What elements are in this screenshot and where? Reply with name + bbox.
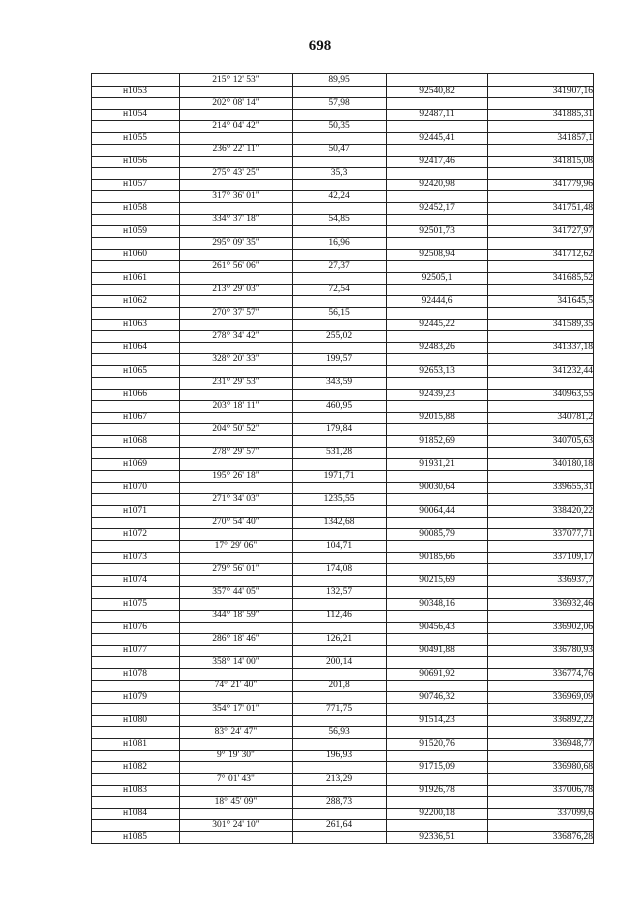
segment-length: 50,47 [328,144,350,155]
point-id: н1083 [122,785,148,796]
coordinate-x: 91852,69 [419,435,455,446]
point-id: н1053 [122,86,148,97]
segment-length: 56,15 [328,307,350,318]
row-divider [92,575,593,576]
coordinate-y: 336902,06 [552,622,593,633]
segment-length: 179,84 [325,424,353,434]
coordinate-y: 339655,31 [552,482,593,493]
coordinate-x: 90456,43 [419,622,455,633]
row-divider [92,540,593,541]
coordinate-y: 341779,96 [552,179,593,190]
segment-length: 199,57 [325,354,353,365]
segment-length: 200,14 [325,657,353,667]
bearing-angle: 231° 29' 53" [212,377,260,388]
point-id: н1072 [122,528,148,539]
row-divider [92,319,593,320]
coordinate-x: 90491,88 [419,645,455,656]
row-divider [92,680,593,681]
row-divider [92,156,593,157]
coordinate-x: 90348,16 [419,598,455,609]
coordinate-x: 90215,69 [419,575,455,586]
bearing-angle: 358° 14' 00" [212,657,260,667]
coordinate-x: 91926,78 [419,785,455,796]
bearing-angle: 270° 54' 40" [212,517,260,528]
row-divider [92,645,593,646]
row-divider [92,447,593,448]
point-id: н1059 [122,225,148,236]
coordinate-x: 92015,88 [419,412,455,423]
segment-length: 460,95 [325,400,353,411]
segment-length: 56,93 [328,726,350,737]
bearing-angle: 203° 18' 11" [212,400,260,411]
coordinate-x: 91520,76 [419,738,455,749]
row-divider [92,214,593,215]
coordinate-x: 91931,21 [419,458,455,469]
coordinate-x: 90085,79 [419,528,455,539]
coordinate-x: 90064,44 [419,505,455,516]
coordinates-table [91,73,594,844]
row-divider [92,458,593,459]
coordinate-y: 336948,77 [552,738,593,749]
point-id: н1084 [122,808,148,819]
coordinate-y: 337077,71 [552,528,593,539]
coordinate-y: 341751,48 [552,202,593,213]
segment-length: 126,21 [325,633,353,644]
row-divider [92,423,593,424]
row-divider [92,517,593,518]
segment-length: 132,57 [325,587,353,598]
coordinate-x: 92501,73 [419,225,455,236]
bearing-angle: 213° 29' 03" [212,284,260,295]
segment-length: 54,85 [328,214,350,225]
row-divider [92,505,593,506]
row-divider [92,179,593,180]
segment-length: 57,98 [328,97,350,108]
segment-length: 201,8 [328,680,350,691]
row-divider [92,796,593,797]
bearing-angle: 295° 09' 35" [212,237,260,248]
bearing-angle: 271° 34' 03" [212,493,260,504]
bearing-angle: 17° 29' 06" [214,540,258,551]
bearing-angle: 236° 22' 11" [212,144,260,155]
segment-length: 288,73 [325,796,353,807]
coordinate-x: 91514,23 [419,715,455,726]
coordinate-x: 92445,22 [419,319,455,330]
segment-length: 1342,68 [323,517,355,528]
row-divider [92,668,593,669]
segment-length: 35,3 [330,167,348,178]
coordinate-y: 340963,55 [552,389,593,400]
coordinate-y: 341815,08 [552,156,593,167]
row-divider [92,237,593,238]
row-divider [92,808,593,809]
segment-length: 771,75 [325,703,353,714]
segment-length: 255,02 [325,330,353,341]
bearing-angle: 344° 18' 59" [212,610,260,621]
bearing-angle: 214° 04' 42" [212,121,260,132]
coordinate-x: 92420,98 [419,179,455,190]
coordinate-x: 92444,6 [421,295,453,306]
row-divider [92,202,593,203]
point-id: н1062 [122,295,148,306]
coordinate-y: 336774,76 [552,668,593,679]
row-divider [92,470,593,471]
point-id: н1066 [122,389,148,400]
row-divider [92,773,593,774]
row-divider [92,750,593,751]
segment-length: 343,59 [325,377,353,388]
coordinate-y: 341907,16 [552,86,593,97]
row-divider [92,295,593,296]
row-divider [92,656,593,657]
bearing-angle: 354° 17' 01" [212,703,260,714]
point-id: н1074 [122,575,148,586]
bearing-angle: 317° 36' 01" [212,191,260,201]
coordinate-x: 92200,18 [419,808,455,819]
coordinate-y: 341885,31 [552,109,593,120]
row-divider [92,633,593,634]
coordinate-x: 92540,82 [419,86,455,97]
bearing-angle: 328° 20' 33" [212,354,260,365]
row-divider [92,738,593,739]
point-id: н1080 [122,715,148,726]
coordinate-x: 90030,64 [419,482,455,493]
point-id: н1057 [122,179,148,190]
coordinate-y: 337109,17 [552,552,593,563]
segment-length: 531,28 [325,447,353,458]
coordinate-y: 336780,93 [552,645,593,656]
row-divider [92,435,593,436]
segment-length: 174,08 [325,563,353,574]
row-divider [92,86,593,87]
row-divider [92,330,593,331]
bearing-angle: 270° 37' 57" [212,307,260,318]
coordinate-x: 90185,66 [419,552,455,563]
bearing-angle: 7° 01' 43" [217,773,255,784]
row-divider [92,715,593,716]
bearing-angle: 334° 37' 18" [212,214,260,225]
point-id: н1068 [122,435,148,446]
coordinate-x: 92445,41 [419,132,455,143]
row-divider [92,389,593,390]
coordinate-y: 341645,5 [557,295,593,306]
point-id: н1056 [122,156,148,167]
bearing-angle: 301° 24' 10" [212,820,260,831]
point-id: н1085 [122,831,148,842]
bearing-angle: 261° 56' 06" [212,260,260,271]
segment-length: 213,29 [325,773,353,784]
segment-length: 104,71 [325,540,353,551]
row-divider [92,598,593,599]
row-divider [92,586,593,587]
row-divider [92,785,593,786]
row-divider [92,563,593,564]
point-id: н1077 [122,645,148,656]
row-divider [92,272,593,273]
coordinate-x: 90746,32 [419,691,455,702]
coordinate-y: 336932,46 [552,598,593,609]
bearing-angle: 357° 44' 05" [212,587,260,598]
row-divider [92,225,593,226]
coordinate-y: 340180,18 [552,458,593,469]
row-divider [92,726,593,727]
bearing-angle: 275° 43' 25" [212,167,260,178]
row-divider [92,342,593,343]
coordinate-y: 337006,78 [552,785,593,796]
bearing-angle: 286° 18' 46" [212,633,260,644]
row-divider [92,132,593,133]
coordinate-y: 338420,22 [552,505,593,516]
coordinate-y: 341727,97 [552,225,593,236]
point-id: н1079 [122,691,148,702]
segment-length: 89,95 [328,74,350,85]
page-number: 698 [308,38,332,54]
segment-length: 196,93 [325,750,353,761]
row-divider [92,109,593,110]
coordinate-x: 92487,11 [419,109,455,120]
coordinate-y: 336876,28 [552,831,593,842]
row-divider [92,412,593,413]
row-divider [92,167,593,168]
point-id: н1070 [122,482,148,493]
segment-length: 72,54 [328,284,350,295]
segment-length: 1971,71 [323,470,355,481]
row-divider [92,528,593,529]
row-divider [92,260,593,261]
coordinate-y: 341712,62 [552,249,593,260]
row-divider [92,377,593,378]
coordinate-y: 341232,44 [552,365,593,376]
point-id: н1073 [122,552,148,563]
point-id: н1060 [122,249,148,260]
coordinate-y: 341337,18 [552,342,593,353]
point-id: н1071 [122,505,148,516]
coordinate-x: 92336,51 [419,831,455,842]
row-divider [92,761,593,762]
point-id: н1078 [122,668,148,679]
row-divider [92,819,593,820]
bearing-angle: 278° 34' 42" [212,330,260,341]
row-divider [92,703,593,704]
point-id: н1058 [122,202,148,213]
coordinate-x: 92452,17 [419,202,455,213]
point-id: н1069 [122,458,148,469]
row-divider [92,610,593,611]
coordinate-y: 336937,7 [557,575,593,586]
point-id: н1065 [122,365,148,376]
coordinate-y: 336969,09 [552,691,593,702]
coordinate-x: 92508,94 [419,249,455,260]
coordinate-x: 92439,23 [419,389,455,400]
row-divider [92,365,593,366]
row-divider [92,400,593,401]
row-divider [92,97,593,98]
row-divider [92,284,593,285]
bearing-angle: 83° 24' 47" [214,726,258,737]
coordinate-x: 91715,09 [419,761,455,772]
segment-length: 112,46 [326,610,352,621]
bearing-angle: 278° 29' 57" [212,447,260,458]
bearing-angle: 9° 19' 30" [217,750,255,761]
point-id: н1067 [122,412,148,423]
segment-length: 1235,55 [323,493,355,504]
point-id: н1055 [122,132,148,143]
coordinate-y: 340781,2 [557,412,593,423]
bearing-angle: 215° 12' 53" [212,74,260,85]
bearing-angle: 195° 26' 18" [212,470,260,481]
bearing-angle: 279° 56' 01" [212,563,260,574]
row-divider [92,622,593,623]
point-id: н1061 [122,272,148,283]
row-divider [92,249,593,250]
point-id: н1081 [122,738,148,749]
point-id: н1075 [122,598,148,609]
coordinate-y: 336892,22 [552,715,593,726]
coordinate-x: 92417,46 [419,156,455,167]
bearing-angle: 74° 21' 40" [214,680,258,691]
segment-length: 42,24 [328,191,350,201]
point-id: н1082 [122,761,148,772]
bearing-angle: 204° 50' 52" [212,424,260,434]
coordinate-x: 92653,13 [419,365,455,376]
point-id: н1054 [122,109,148,120]
row-divider [92,120,593,121]
coordinate-y: 337099,6 [557,808,593,819]
coordinate-y: 341685,52 [552,272,593,283]
segment-length: 27,37 [328,260,350,271]
row-divider [92,691,593,692]
row-divider [92,493,593,494]
coordinate-y: 341589,35 [552,319,593,330]
coordinate-x: 90691,92 [419,668,455,679]
coordinate-y: 336980,68 [552,761,593,772]
row-divider [92,307,593,308]
point-id: н1076 [122,622,148,633]
segment-length: 16,96 [328,237,350,248]
coordinate-y: 340705,63 [552,435,593,446]
coordinate-x: 92505,1 [421,272,453,283]
segment-length: 261,64 [325,820,353,831]
row-divider [92,831,593,832]
point-id: н1064 [122,342,148,353]
coordinate-x: 92483,26 [419,342,455,353]
row-divider [92,190,593,191]
segment-length: 50,35 [328,121,350,132]
point-id: н1063 [122,319,148,330]
row-divider [92,353,593,354]
row-divider [92,552,593,553]
row-divider [92,482,593,483]
row-divider [92,144,593,145]
bearing-angle: 18° 45' 09" [214,796,258,807]
bearing-angle: 202° 08' 14" [212,97,260,108]
coordinate-y: 341857,1 [557,132,593,143]
